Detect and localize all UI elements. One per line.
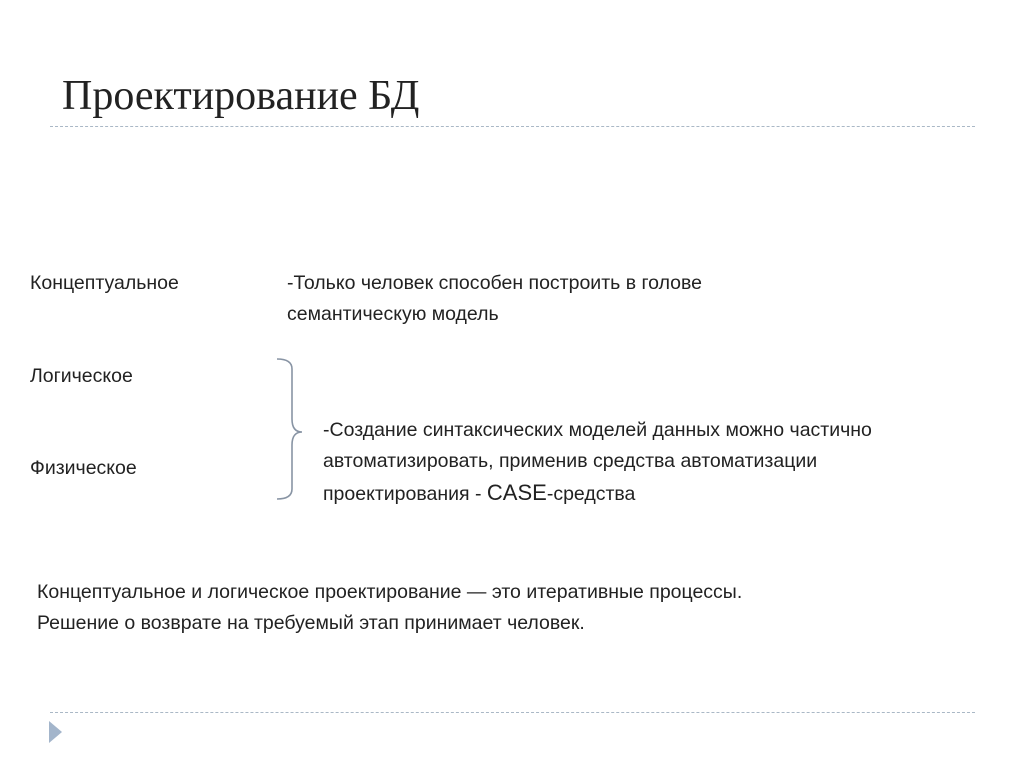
case-term: CASE	[486, 480, 547, 505]
syntax-note-prefix: проектирования -	[323, 483, 487, 505]
summary-line1: Концептуальное и логическое проектирование — это итеративные процессы.	[37, 581, 743, 603]
syntax-note-suffix: -средства	[546, 483, 636, 505]
syntax-note-line2: автоматизировать, применив средства автоматизации	[323, 450, 818, 472]
level-physical: Физическое	[30, 457, 137, 479]
conceptual-note-line2: семантическую модель	[287, 303, 499, 325]
title-divider	[50, 126, 975, 127]
level-conceptual: Концептуальное	[30, 272, 179, 294]
slide-title: Проектирование БД	[62, 73, 420, 119]
level-logical: Логическое	[30, 365, 133, 387]
summary-line2: Решение о возврате на требуемый этап принимает человек.	[37, 612, 585, 634]
right-brace-icon	[270, 355, 310, 503]
triangle-bullet-icon	[49, 721, 63, 743]
footer-divider	[50, 712, 975, 713]
conceptual-note-line1: -Только человек способен построить в голове	[287, 272, 703, 294]
syntax-note-line1: -Создание синтаксических моделей данных можно частично	[323, 419, 872, 441]
syntax-note-line3	[323, 477, 635, 510]
